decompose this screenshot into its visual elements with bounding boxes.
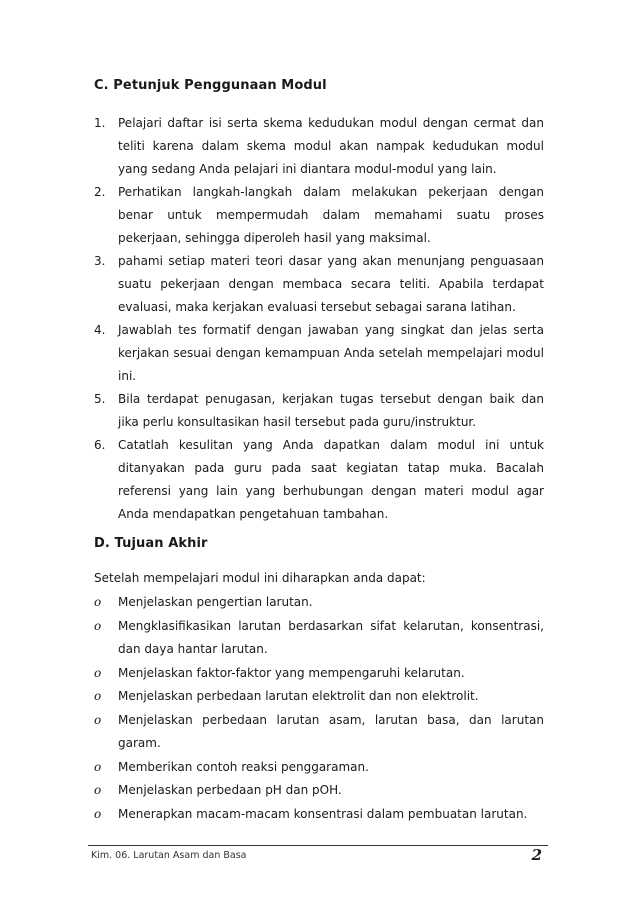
bullet-icon: o [94,618,102,633]
item-text: Menjelaskan perbedaan larutan elektrolit dan non elektrolit. [118,689,479,703]
list-item [94,685,544,709]
item-text: Menjelaskan perbedaan larutan asam, larutan basa, dan larutan garam. [118,712,544,750]
item-text: Memberikan contoh reaksi penggaraman. [118,759,369,774]
section-c-heading: C. Petunjuk Penggunaan Modul [94,78,327,93]
item-number: 3. [94,254,106,268]
bullet-icon: o [94,783,102,797]
section-d-heading: D. Tujuan Akhir [94,536,208,551]
item-text: Jawablah tes formatif dengan jawaban yang singkat dan jelas serta kerjakan sesuai dengan kemampuan Anda setelah mempelajari modul ini. [118,323,544,383]
list-item [94,709,544,756]
item-number: 5. [94,392,106,406]
footer-divider [88,845,548,846]
bullet-icon: o [94,806,102,821]
list-item [94,181,544,250]
item-text: Menerapkan macam-macam konsentrasi dalam pembuatan larutan. [118,806,528,821]
bullet-icon: o [94,712,102,727]
list-item [94,615,544,662]
item-text: pahami setiap materi teori dasar yang akan menunjang penguasaan suatu pekerjaan dengan membaca secara teliti. Apabila terdapat evaluasi, maka kerjakan evaluasi tersebut sebagai sarana latihan. [118,254,544,314]
bullet-icon: o [94,689,102,703]
bullet-icon: o [94,665,102,680]
learning-goals-list [94,591,544,826]
item-text: Perhatikan langkah-langkah dalam melakukan pekerjaan dengan benar untuk mempermudah dalam memahami suatu proses pekerjaan, sehingga diperoleh hasil yang maksimal. [118,185,544,245]
list-item [94,388,544,434]
section-d-intro: Setelah mempelajari modul ini diharapkan anda dapat: [94,571,426,585]
list-item [94,591,544,615]
item-text: Catatlah kesulitan yang Anda dapatkan dalam modul ini untuk ditanyakan pada guru pada saat kegiatan tatap muka. Bacalah referensi yang lain yang berhubungan dengan materi modul agar Anda mendapatkan pengetahuan tambahan. [118,438,544,521]
item-text: Bila terdapat penugasan, kerjakan tugas tersebut dengan baik dan jika perlu konsultasikan hasil tersebut pada guru/instruktur. [118,392,544,429]
item-text: Menjelaskan perbedaan pH dan pOH. [118,783,342,797]
usage-instructions-list [94,112,544,526]
item-number: 4. [94,323,106,337]
list-item [94,319,544,388]
item-number: 6. [94,438,106,452]
item-number: 1. [94,116,106,130]
list-item [94,803,544,827]
bullet-icon: o [94,759,102,774]
list-item [94,250,544,319]
list-item [94,112,544,181]
item-text: Mengklasifikasikan larutan berdasarkan sifat kelarutan, konsentrasi, dan daya hantar larutan. [118,618,544,656]
list-item [94,756,544,780]
footer-module-title: Kim. 06. Larutan Asam dan Basa [91,850,247,861]
bullet-icon: o [94,595,102,609]
item-text: Menjelaskan faktor-faktor yang mempengaruhi kelarutan. [118,665,465,680]
item-text: Menjelaskan pengertian larutan. [118,595,313,609]
list-item [94,779,544,803]
item-text: Pelajari daftar isi serta skema kedudukan modul dengan cermat dan teliti karena dalam skema modul akan nampak kedudukan modul yang sedang Anda pelajari ini diantara modul-modul yang lain. [118,116,544,176]
list-item [94,434,544,526]
item-number: 2. [94,185,106,199]
list-item [94,662,544,686]
page-number: 2 [531,846,542,864]
